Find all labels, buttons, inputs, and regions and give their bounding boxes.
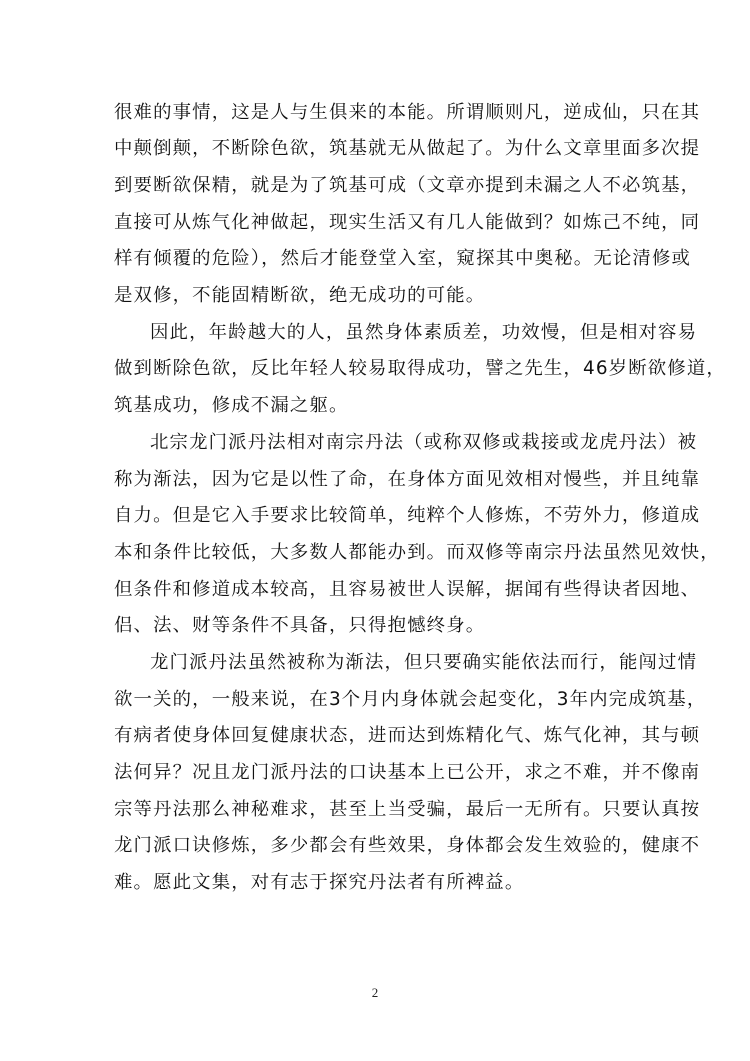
text-line: 北宗龙门派丹法相对南宗丹法（或称双修或栽接或龙虎丹法）被	[150, 432, 698, 453]
text-line: 难。愿此文集，对有志于探究丹法者有所裨益。	[114, 872, 525, 893]
text-line: 但条件和修道成本较高，且容易被世人误解，据闻有些得诀者因地、	[114, 579, 701, 600]
text-line: 欲一关的，一般来说，在3个月内身体就会起变化，3年内完成筑基，	[114, 689, 707, 710]
text-line: 中颠倒颠，不断除色欲，筑基就无从做起了。为什么文章里面多次提	[114, 138, 701, 159]
text-line: 筑基成功，修成不漏之躯。	[114, 395, 349, 416]
text-line: 因此，年龄越大的人，虽然身体素质差，功效慢，但是相对容易	[150, 322, 698, 343]
text-line: 称为渐法，因为它是以性了命，在身体方面见效相对慢些，并且纯靠	[114, 469, 701, 490]
text-line: 到要断欲保精，就是为了筑基可成（文章亦提到未漏之人不必筑基，	[114, 175, 701, 196]
text-line: 自力。但是它入手要求比较简单，纯粹个人修炼，不劳外力，修道成	[114, 505, 701, 526]
text-line: 龙门派丹法虽然被称为渐法，但只要确实能依法而行，能闯过情	[150, 652, 698, 673]
page-number: 2	[371, 985, 379, 1000]
text-line: 是双修，不能固精断欲，绝无成功的可能。	[114, 285, 486, 306]
text-line: 宗等丹法那么神秘难求，甚至上当受骗，最后一无所有。只要认真按	[114, 799, 701, 820]
text-line: 龙门派口诀修炼，多少都会有些效果，身体都会发生效验的，健康不	[114, 835, 701, 856]
text-line: 直接可从炼气化神做起，现实生活又有几人能做到？如炼己不纯，同	[114, 212, 701, 233]
text-line: 很难的事情，这是人与生俱来的本能。所谓顺则凡，逆成仙，只在其	[114, 102, 701, 123]
text-line: 侣、法、财等条件不具备，只得抱憾终身。	[114, 615, 486, 636]
text-line: 样有倾覆的危险），然后才能登堂入室，窥探其中奥秘。无论清修或	[114, 248, 692, 269]
text-line: 法何异？况且龙门派丹法的口诀基本上已公开，求之不难，并不像南	[114, 762, 701, 783]
text-line: 有病者使身体回复健康状态，进而达到炼精化气、炼气化神，其与顿	[114, 725, 701, 746]
text-line: 做到断除色欲，反比年轻人较易取得成功，譬之先生，46岁断欲修道，	[114, 358, 726, 379]
text-line: 本和条件比较低，大多数人都能办到。而双修等南宗丹法虽然见效快，	[114, 542, 720, 563]
